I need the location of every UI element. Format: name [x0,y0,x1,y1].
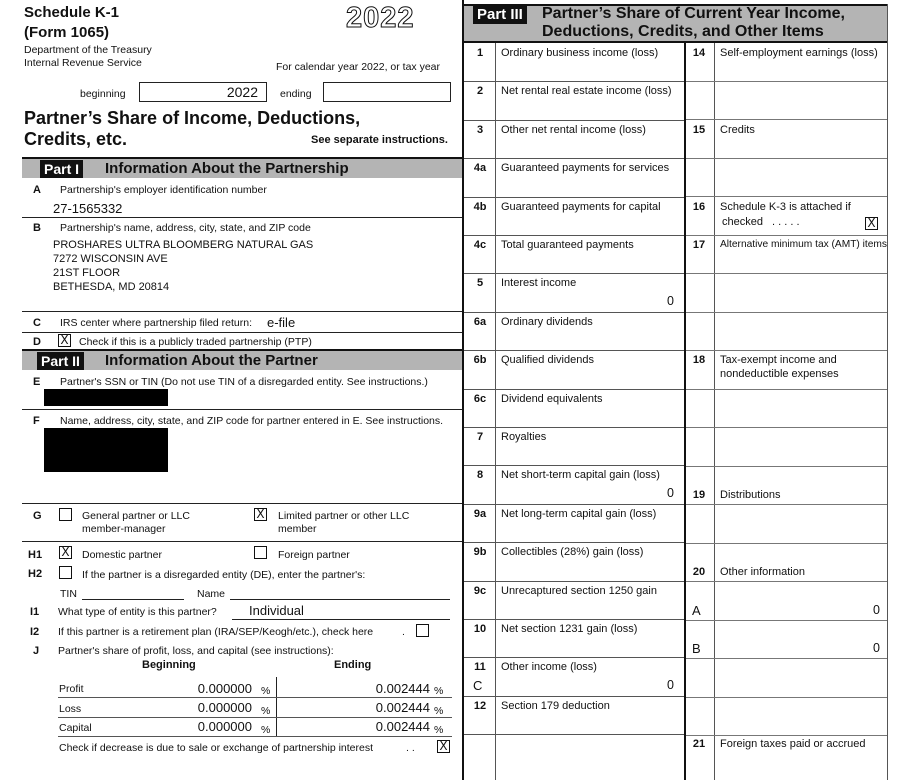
part2-badge: Part II [37,352,84,370]
foreign-partner-checkbox[interactable] [254,546,267,559]
letter-a: A [33,184,41,196]
line-11-value[interactable]: 0 [667,678,674,693]
irs-center-label: IRS center where partnership filed return: [60,317,253,329]
beginning-label: beginning [80,88,126,100]
main-title-line1: Partner’s Share of Income, Deductions, [24,108,361,128]
line-5-value[interactable]: 0 [667,294,674,309]
limited-partner-label1: Limited partner or other LLC [278,510,410,522]
ending-col-header: Ending [334,659,372,671]
share-row-pct: % [434,685,444,697]
line18-label2: nondeductible expenses [720,368,839,380]
line16-label2: checked [722,216,763,228]
line-11-label: Other income (loss) [501,661,597,674]
line-6c-label: Dividend equivalents [501,392,603,405]
share-row-end[interactable]: 0.002444 [375,719,430,734]
line-3-num: 3 [476,123,484,136]
partnership-city[interactable]: BETHESDA, MD 20814 [53,281,170,293]
line-5-label: Interest income [501,277,577,290]
line-10-num: 10 [473,623,487,635]
letter-i1: I1 [30,606,40,618]
letter-f: F [33,415,40,427]
entity-type-label: What type of entity is this partner? [58,606,217,618]
partnership-address2[interactable]: 21ST FLOOR [53,267,121,279]
letter-h2: H2 [28,568,43,580]
decrease-dots: . . [406,742,415,754]
share-row-begin[interactable]: 0.000000 [197,681,252,696]
redacted-ssn [44,389,168,406]
form-number: (Form 1065) [24,24,110,41]
line-4c-label: Total guaranteed payments [501,239,634,251]
line14-label: Self-employment earnings (loss) [720,47,878,59]
ptp-checkbox[interactable]: X [58,334,71,347]
part1-title: Information About the Partnership [105,160,349,177]
line20-value-b[interactable]: 0 [873,641,880,655]
ein-label: Partnership's employer identification number [60,184,267,196]
line-4a-label: Guaranteed payments for services [501,162,670,175]
line-7-num: 7 [476,431,484,443]
general-partner-checkbox[interactable] [59,508,72,521]
dept-line2: Internal Revenue Service [24,57,142,69]
letter-c: C [33,317,41,329]
general-partner-label2: member-manager [82,523,166,535]
letter-g: G [33,510,42,522]
share-row-pct: % [434,705,444,717]
k3-attached-checkbox[interactable]: X [865,217,878,230]
line-9c-label: Unrecaptured section 1250 gain [501,584,657,597]
share-row-pct: % [434,724,444,736]
line15-num: 15 [692,124,706,136]
line-8-value[interactable]: 0 [667,486,674,501]
line-9b-label: Collectibles (28%) gain (loss) [501,546,644,559]
de-name-label: Name [197,588,226,600]
letter-d: D [33,336,41,348]
line16-label1: Schedule K-3 is attached if [720,201,851,213]
general-partner-label1: General partner or LLC [82,510,190,522]
entity-type-value[interactable]: Individual [249,603,304,618]
share-row-pct: % [261,705,271,717]
share-row-begin[interactable]: 0.000000 [197,719,252,734]
partnership-name[interactable]: PROSHARES ULTRA BLOOMBERG NATURAL GAS [53,239,314,251]
line-2-label: Net rental real estate income (loss) [501,85,672,98]
ending-label: ending [280,88,312,100]
beginning-col-header: Beginning [142,659,196,671]
main-title-line2: Credits, etc. [24,129,128,149]
partnership-address1[interactable]: 7272 WISCONSIN AVE [53,253,168,265]
limited-partner-label2: member [278,523,317,535]
line20-code-a[interactable]: A [692,603,701,618]
decrease-label: Check if decrease is due to sale or exchange of partnership interest [59,742,374,754]
share-row-label: Loss [59,703,82,715]
disregarded-entity-checkbox[interactable] [59,566,72,579]
de-tin-label: TIN [60,588,77,600]
line-6b-label: Qualified dividends [501,354,594,367]
share-row-pct: % [261,685,271,697]
line18-num: 18 [692,354,706,366]
line16-num: 16 [692,201,706,213]
beginning-field[interactable]: 2022 [139,82,267,102]
ein-value[interactable]: 27-1565332 [53,201,123,216]
line16-dots: . . . . . [772,216,800,228]
share-row-pct: % [261,724,271,736]
line-4c-num: 4c [473,239,487,251]
line-1-label: Ordinary business income (loss) [501,47,659,59]
line-12-label: Section 179 deduction [501,699,610,712]
form-title: Schedule K-1 [24,4,120,21]
letter-j: J [33,645,40,657]
partner-name-label: Name, address, city, state, and ZIP code for partner entered in E. See instructions. [60,415,444,427]
letter-i2: I2 [30,626,40,638]
line20-code-b[interactable]: B [692,641,701,656]
line-6c-num: 6c [473,392,487,405]
line19-num: 19 [692,489,706,501]
irs-center-value[interactable]: e-file [267,315,296,330]
line-9c-num: 9c [473,584,487,597]
line15-label: Credits [720,124,755,136]
line-7-label: Royalties [501,431,547,443]
line-6a-label: Ordinary dividends [501,315,593,328]
line20-label: Other information [720,566,805,578]
share-row-label: Profit [59,683,84,695]
calendar-year-label: For calendar year 2022, or tax year [276,61,441,73]
line-9b-num: 9b [473,546,487,559]
line-10-label: Net section 1231 gain (loss) [501,623,638,635]
retirement-plan-checkbox[interactable] [416,624,429,637]
letter-h1: H1 [28,549,43,561]
share-label: Partner's share of profit, loss, and capital (see instructions): [58,645,334,657]
share-row-end[interactable]: 0.002444 [375,700,430,715]
part2-title: Information About the Partner [105,352,318,369]
dept-line1: Department of the Treasury [24,44,152,56]
domestic-partner-checkbox[interactable]: X [59,546,72,559]
partner-ssn-label: Partner's SSN or TIN (Do not use TIN of a disregarded entity. See instructions.) [60,376,428,388]
line-1-num: 1 [476,47,484,59]
ptp-label: Check if this is a publicly traded partnership (PTP) [79,336,312,348]
line21-num: 21 [692,738,706,750]
share-row-label: Capital [59,722,92,734]
line-6b-num: 6b [473,354,487,367]
decrease-checkbox[interactable]: X [437,740,450,753]
part3-title2: Deductions, Credits, and Other Items [542,23,824,40]
line-9a-label: Net long-term capital gain (loss) [501,507,657,520]
line19-label: Distributions [720,489,781,501]
line-11-code[interactable]: C [473,678,483,694]
line-4a-num: 4a [473,162,487,175]
letter-b: B [33,222,41,234]
line-4b-num: 4b [473,200,487,213]
line-8-label: Net short-term capital gain (loss) [501,469,660,482]
see-instructions: See separate instructions. [311,134,448,146]
line20-value-a[interactable]: 0 [873,603,880,617]
line-5-num: 5 [476,277,484,290]
line21-label: Foreign taxes paid or accrued [720,738,866,750]
part3-title1: Partner’s Share of Current Year Income, [542,5,845,22]
ending-field[interactable] [323,82,451,102]
line-9a-num: 9a [473,507,487,520]
part3-badge: Part III [473,6,527,24]
line-2-num: 2 [476,85,484,98]
line-6a-num: 6a [473,315,487,328]
line18-label1: Tax-exempt income and [720,354,837,366]
line17-num: 17 [692,239,706,251]
letter-e: E [33,376,41,388]
line20-num: 20 [692,566,706,578]
line-8-num: 8 [476,469,484,482]
partnership-name-label: Partnership's name, address, city, state, and ZIP code [60,222,311,234]
share-row-begin[interactable]: 0.000000 [197,700,252,715]
line-3-label: Other net rental income (loss) [501,123,646,136]
disregarded-entity-label: If the partner is a disregarded entity (DE), enter the partner's: [82,569,366,581]
part1-badge: Part I [40,160,83,178]
line-12-num: 12 [473,699,487,712]
tax-year: 2022 [346,2,415,34]
line-11-num: 11 [474,661,486,674]
limited-partner-checkbox[interactable]: X [254,508,267,521]
line17-label: Alternative minimum tax (AMT) items [720,239,887,250]
line-4b-label: Guaranteed payments for capital [501,200,661,213]
domestic-partner-label: Domestic partner [82,549,162,561]
foreign-partner-label: Foreign partner [278,549,350,561]
redacted-partner-address [44,428,168,472]
retirement-plan-label: If this partner is a retirement plan (IRA/SEP/Keogh/etc.), check here [58,626,374,638]
line14-num: 14 [692,47,706,59]
share-row-end[interactable]: 0.002444 [375,681,430,696]
